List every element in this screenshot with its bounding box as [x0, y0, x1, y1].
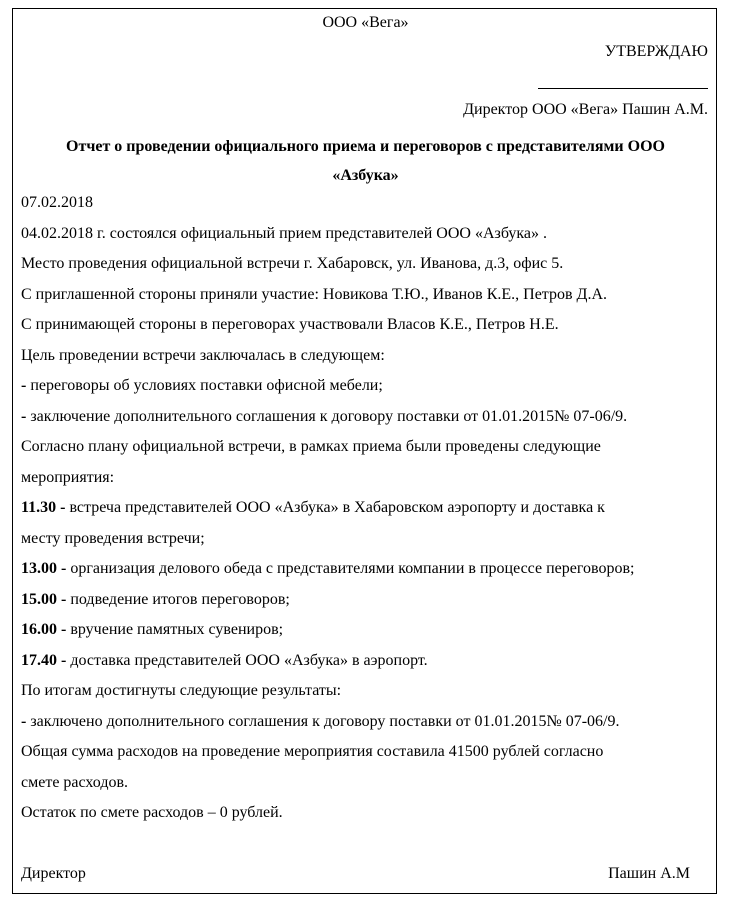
paragraph-plan-cont: мероприятия: — [21, 469, 115, 486]
report-date: 07.02.2018 — [21, 194, 93, 211]
approve-label: УТВЕРЖДАЮ — [604, 43, 708, 60]
schedule-item-cont: месту проведения встречи; — [21, 530, 205, 547]
schedule-time: 15.00 - — [21, 591, 67, 608]
schedule-time: 11.30 - — [21, 499, 66, 516]
schedule-text: встреча представителей ООО «Азбука» в Хабаровском аэропорту и доставка к — [65, 499, 605, 516]
result-dash: - — [21, 713, 27, 730]
goal-text: переговоры об условиях поставки офисной мебели; — [26, 377, 383, 394]
paragraph-expenses-cont: смете расходов. — [21, 774, 129, 791]
paragraph-guests: С приглашенной стороны приняли участие: Новикова Т.Ю., Иванов К.Е., Петров Д.А. — [21, 286, 608, 303]
paragraph-location: Место проведения официальной встречи г. Хабаровск, ул. Иванова, д.3, офис 5. — [21, 255, 564, 272]
schedule-item — [21, 651, 428, 671]
schedule-item — [21, 559, 634, 579]
result-text: заключено дополнительного соглашения к договору поставки от 01.01.2015№ 07-06/9. — [26, 713, 620, 730]
signatory-position: Директор — [21, 865, 86, 882]
paragraph-balance: Остаток по смете расходов – 0 рублей. — [21, 804, 283, 821]
schedule-time: 13.00 - — [21, 560, 67, 577]
paragraph-expenses: Общая сумма расходов на проведение мероприятия составила 41500 рублей согласно — [21, 743, 604, 760]
schedule-text: вручение памятных сувениров; — [66, 621, 284, 638]
schedule-time: 16.00 - — [21, 621, 67, 638]
schedule-item — [21, 498, 605, 518]
schedule-item — [21, 620, 283, 640]
schedule-item — [21, 590, 290, 610]
goal-item — [21, 407, 627, 427]
document-title — [13, 132, 718, 190]
document-page — [12, 8, 717, 894]
schedule-text: доставка представителей ООО «Азбука» в аэропорт. — [66, 652, 428, 669]
paragraph-results: По итогам достигнуты следующие результаты: — [21, 682, 342, 699]
goal-dash: - — [21, 408, 27, 425]
signature-line — [538, 88, 708, 89]
signatory-name: Пашин А.М — [608, 865, 690, 882]
title-line-2: «Азбука» — [332, 167, 399, 184]
schedule-text: организация делового обеда с представителями компании в процессе переговоров; — [66, 560, 635, 577]
schedule-text: подведение итогов переговоров; — [66, 591, 290, 608]
goal-item — [21, 376, 383, 396]
result-item — [21, 712, 619, 732]
paragraph-goal: Цель проведении встречи заключалась в следующем: — [21, 347, 385, 364]
schedule-time: 17.40 - — [21, 652, 67, 669]
paragraph-hosts: С принимающей стороны в переговорах участвовали Власов К.Е., Петров Н.Е. — [21, 316, 559, 333]
title-line-1: Отчет о проведении официального приема и переговоров с представителями ООО — [66, 138, 665, 155]
paragraph-reception: 04.02.2018 г. состоялся официальный прием представителей ООО «Азбука» . — [21, 225, 547, 242]
approver-director: Директор ООО «Вега» Пашин А.М. — [463, 101, 708, 118]
paragraph-plan: Согласно плану официальной встречи, в рамках приема были проведены следующие — [21, 438, 601, 455]
goal-dash: - — [21, 377, 27, 394]
goal-text: заключение дополнительного соглашения к договору поставки от 01.01.2015№ 07-06/9. — [26, 408, 628, 425]
organization-name: ООО «Вега» — [322, 14, 409, 31]
